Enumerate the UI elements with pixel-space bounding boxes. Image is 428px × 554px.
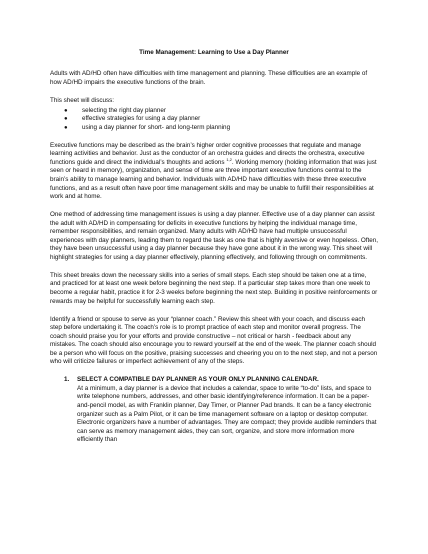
topic-item: ● using a day planner for short- and long-term planning: [64, 123, 231, 131]
step-heading: SELECT A COMPATIBLE DAY PLANNER AS YOUR ONLY PLANNING CALENDAR.: [77, 376, 319, 384]
intro-paragraph: Adults with AD/HD often have difficulties with time management and planning. These difficulties are an example of how AD/HD impairs the executive functions of the brain.: [50, 70, 368, 86]
bullet-icon: ●: [64, 116, 68, 123]
bullet-icon: ●: [64, 107, 68, 114]
step-body: At a minimum, a day planner is a device that includes a calendar, space to write “to-do” lists, and space to write telephone numbers, addresses, and other basic identifying/reference information. It can be a paper-and-pencil model, as with Franklin planner, Day Timer, or Planner Pad brands. It can be a fancy electronic organizer such as a Palm Pilot, or it can be time management software on a laptop or desktop computer. Electronic organizers have a number of advantages. They are compact; they provide audible reminders that can serve as memory management aides, they can sort, organize, and store more information more efficiently than: [77, 384, 377, 444]
steps-list: [50, 376, 378, 444]
step-number: 1.: [64, 376, 70, 384]
planner-coach-paragraph: Identify a friend or spouse to serve as your “planner coach.” Review this sheet with your coach, and discuss each step before undertaking it. The coach’s role is to prompt practice of each step and monitor overall progress. The coach should praise you for your efforts and provide constructive – not critical or harsh - feedback about any mistakes. The coach should also encourage you to reward yourself at the end of the week. The planner coach should be a person who will focus on the positive, praising successes and cheering you on to the next step, and not a person who will criticize failures or imperfect achievement of any of the steps.: [50, 315, 378, 366]
topics-list: [50, 107, 378, 133]
executive-functions-paragraph: Executive functions may be described as the brain’s higher order cognitive processes that regulate and manage learning activities and behavior. Just as the conductor of an orchestra guides and directs the orchestra, executive functions guide and direct the individual’s thoughts and actions $^{1,2}$. Working memory (holding information that was just seen or heard in memory), organization, and sense of time are three important executive functions central to the brain’s ability to manage learning and behavior. Individuals with AD/HD have difficulties with these three executive functions, and as a result often have poor time management skills and may be unable to fulfill their responsibilities at work and at home.: [50, 141, 377, 201]
topic-item: ● selecting the right day planner: [64, 106, 167, 114]
citation-superscript: 1,2: [226, 156, 232, 162]
discuss-lead: This sheet will discuss:: [50, 96, 115, 104]
small-steps-paragraph: This sheet breaks down the necessary skills into a series of small steps. Each step should be taken one at a time, and practiced for at least one week before beginning the next step. If a particular step takes more than one week to become a regular habit, practice it for 2-3 weeks before beginning the next step. Building in positive reinforcements or rewards may be helpful for successfully learning each step.: [50, 271, 378, 305]
topic-item: ● effective strategies for using a day planner: [64, 115, 201, 123]
document-title: Time Management: Learning to Use a Day Planner: [139, 49, 289, 56]
day-planner-method-paragraph: One method of addressing time management issues is using a day planner. Effective use of a day planner can assist the adult with AD/HD in compensating for deficits in executive functions by helping the individual manage time, remember responsibilities, and remain organized. Many adults with AD/HD have had multiple unsuccessful experiences with day planners, leading them to regard the task as one that is highly aversive or even hopeless. Often, they have been unsuccessful using a day planner because they have gone about it in the wrong way. This sheet will highlight strategies for using a day planner effectively, planning effectively, and following through on commitments.: [50, 211, 378, 261]
step-item: [64, 376, 378, 444]
bullet-icon: ●: [64, 124, 68, 131]
